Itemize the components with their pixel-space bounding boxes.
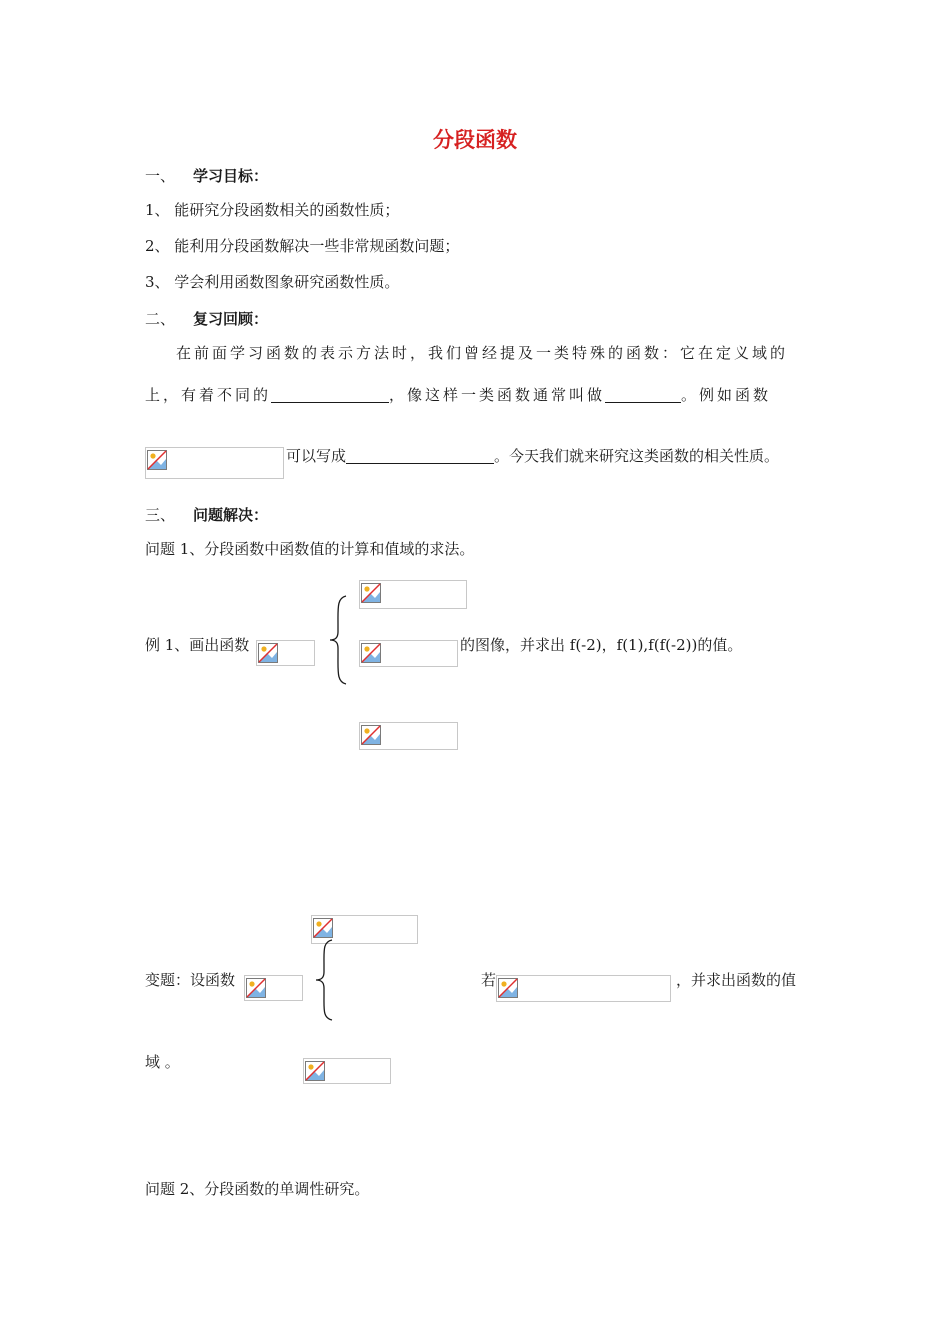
left-brace xyxy=(327,594,349,686)
broken-image-icon xyxy=(313,918,333,938)
variant-suffix: ，并求出函数的值 xyxy=(676,971,797,989)
example-1-prefix: 例 1、画出函数 xyxy=(145,636,250,654)
page-title: 分段函数 xyxy=(433,127,517,152)
variant-tail: 域 。 xyxy=(145,1053,180,1071)
formula-image xyxy=(244,975,303,1001)
broken-image-icon xyxy=(246,978,266,998)
review-line-1: 在前面学习函数的表示方法时，我们曾经提及一类特殊的函数：它在定义域的 xyxy=(176,344,789,362)
broken-image-icon xyxy=(258,643,278,663)
formula-image xyxy=(359,722,458,750)
problem-2-title: 问题 2、分段函数的单调性研究。 xyxy=(145,1180,370,1198)
formula-image xyxy=(496,975,671,1002)
left-brace xyxy=(313,938,335,1022)
section-heading-solve xyxy=(145,504,268,525)
section-heading-goals xyxy=(145,165,268,186)
section-number: 三、 xyxy=(145,506,176,524)
fill-blank[interactable] xyxy=(346,447,494,464)
goal-item-2: 2、 能利用分段函数解决一些非常规函数问题； xyxy=(145,237,460,255)
review-text: 可以写成 xyxy=(286,447,347,465)
review-text: 。例如函数 xyxy=(681,386,772,404)
fill-blank[interactable] xyxy=(605,386,681,403)
variant-if-label: 若 xyxy=(481,971,497,989)
review-text: 。今天我们就来研究这类函数的相关性质。 xyxy=(494,447,780,465)
review-text: ，像这样一类函数通常叫做 xyxy=(389,386,606,404)
broken-image-icon xyxy=(147,450,167,470)
review-line-3 xyxy=(286,446,779,466)
broken-image-icon xyxy=(498,978,518,998)
formula-image xyxy=(256,640,315,666)
section-heading-review xyxy=(145,308,268,329)
goal-item-1: 1、 能研究分段函数相关的函数性质； xyxy=(145,201,400,219)
variant-prefix: 变题：设函数 xyxy=(145,971,236,989)
broken-image-icon xyxy=(361,583,381,603)
section-label: 问题解决： xyxy=(193,506,269,524)
goal-item-3: 3、 学会利用函数图象研究函数性质。 xyxy=(145,273,400,291)
formula-image xyxy=(303,1058,391,1084)
fill-blank[interactable] xyxy=(271,386,389,403)
formula-image xyxy=(359,640,458,667)
review-text: 上，有着不同的 xyxy=(145,386,272,404)
formula-image xyxy=(145,447,284,479)
problem-1-title: 问题 1、分段函数中函数值的计算和值域的求法。 xyxy=(145,540,475,558)
broken-image-icon xyxy=(361,725,381,745)
review-line-2 xyxy=(145,385,771,405)
section-number: 二、 xyxy=(145,310,176,328)
section-number: 一、 xyxy=(145,167,176,185)
section-label: 学习目标： xyxy=(193,167,269,185)
broken-image-icon xyxy=(361,643,381,663)
section-label: 复习回顾： xyxy=(193,310,269,328)
formula-image xyxy=(359,580,467,609)
broken-image-icon xyxy=(305,1061,325,1081)
example-1-suffix: 的图像，并求出 f(-2)，f(1),f(f(-2))的值。 xyxy=(460,636,743,654)
